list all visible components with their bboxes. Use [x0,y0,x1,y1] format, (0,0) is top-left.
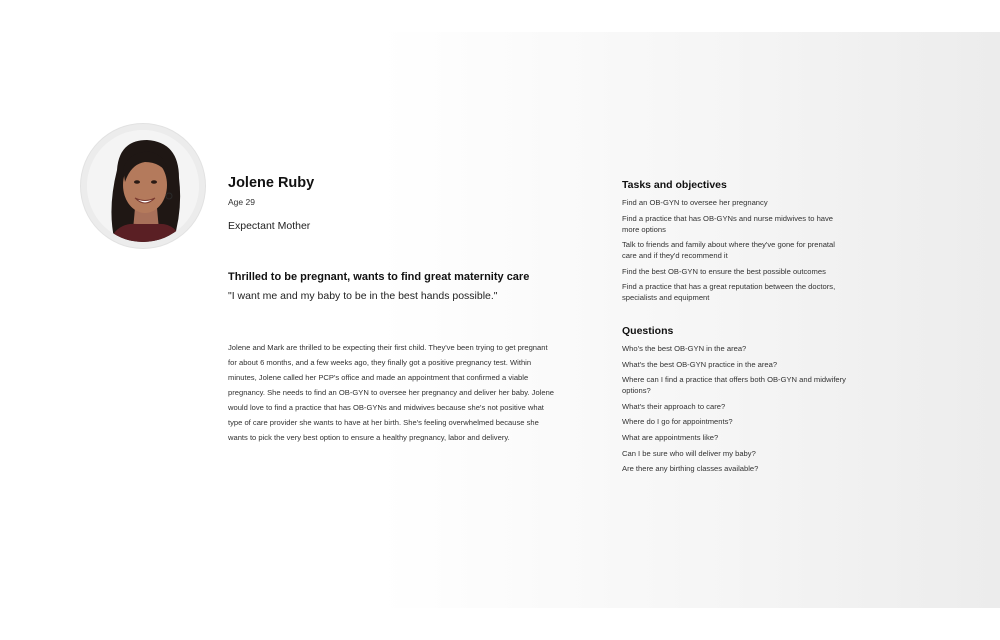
list-item: Find an OB-GYN to oversee her pregnancy [622,198,768,207]
right-column [622,179,847,479]
avatar-frame [81,124,205,248]
list-item: Are there any birthing classes available? [622,464,759,474]
list-item: Talk to friends and family about where they've gone for prenatal care and if they'd recommend it [622,240,835,260]
tasks-title: Tasks and objectives [622,179,727,191]
persona-role: Expectant Mother [228,220,311,232]
list-item: Where do I go for appointments? [622,417,733,427]
persona-bio: Jolene and Mark are thrilled to be expecting their first child. They've been trying to get pregnant for about 6 months, and a few weeks ago, they finally got a positive pregnancy test. Within minutes, Jolene called her PCP's office and made an appointment that confirmed a viable pregnancy. She needs to find an OB-GYN to oversee her pregnancy and deliver her baby. Jolene would love to find a practice that has OB-GYNs and midwives because she's not positive what type of care provider she wants to have at her birth. She's feeling overwhelmed because she wants to pick the very best option to ensure a healthy pregnancy, labor and delivery. [228,343,555,442]
list-item: Find the best OB-GYN to ensure the best possible outcomes [622,266,826,276]
list-item: What's their approach to care? [622,401,726,411]
list-item: What are appointments like? [622,432,719,442]
persona-quote: "I want me and my baby to be in the best hands possible." [228,290,498,302]
persona-panel [0,32,1000,608]
questions-section [622,325,847,474]
list-item: Who's the best OB-GYN in the area? [622,344,747,353]
avatar [87,130,199,242]
list-item: Where can I find a practice that offers both OB-GYN and midwifery options? [622,375,846,396]
avatar-portrait [87,130,199,242]
persona-headline: Thrilled to be pregnant, wants to find great maternity care [228,271,530,283]
list-item: Find a practice that has a great reputation between the doctors, specialists and equipment [622,282,836,302]
list-item: Find a practice that has OB-GYNs and nurse midwives to have more options [622,213,834,234]
list-item: Can I be sure who will deliver my baby? [622,448,756,458]
tasks-section [622,179,847,303]
tasks-list [622,197,847,303]
persona-age: Age 29 [228,197,255,207]
questions-list [622,343,847,474]
questions-title: Questions [622,325,674,337]
persona-name: Jolene Ruby [228,175,315,191]
list-item: What's the best OB-GYN practice in the area? [622,359,778,369]
